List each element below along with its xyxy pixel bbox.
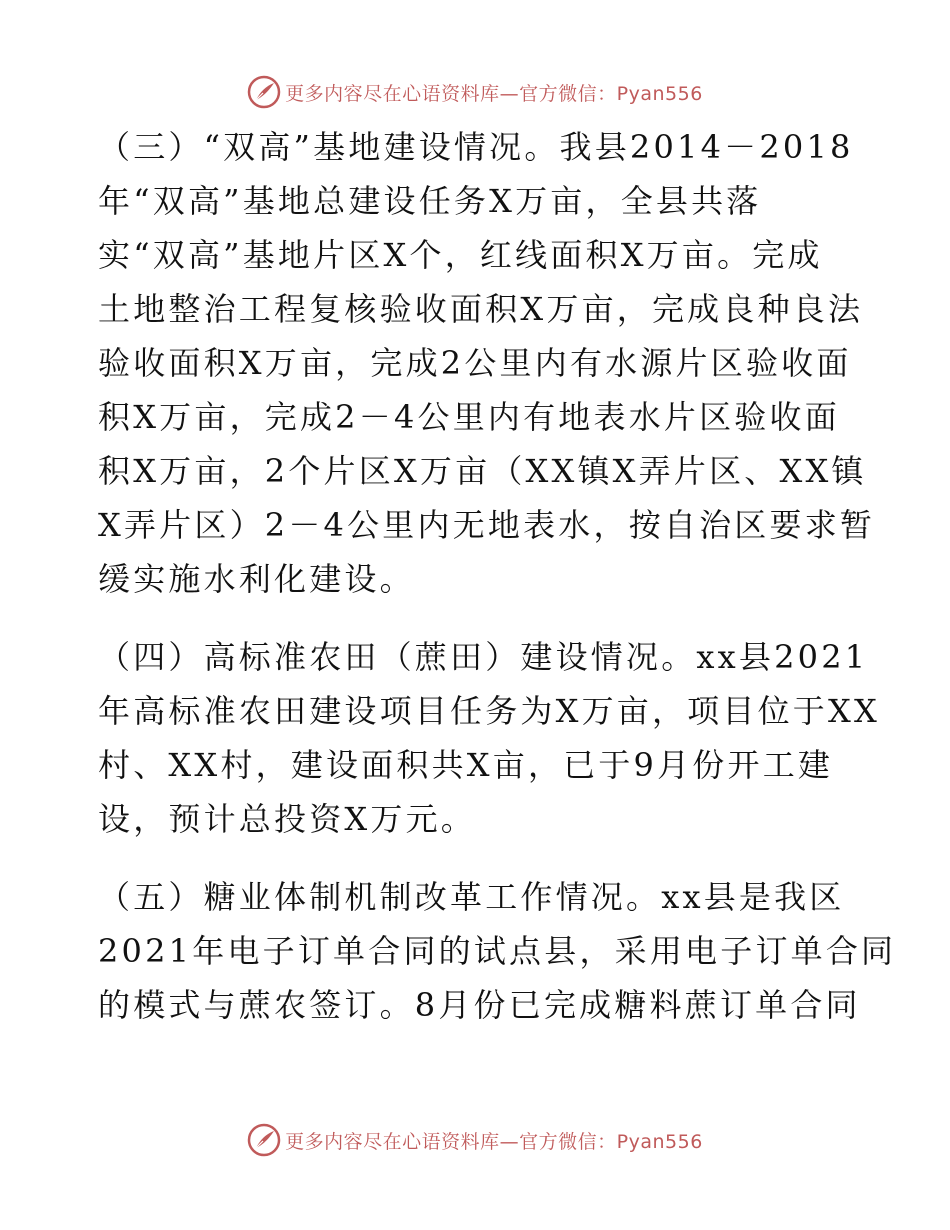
- text-line: X弄片区）2－4公里内无地表水，按自治区要求暂: [98, 506, 876, 544]
- paragraph-section-5: [98, 870, 897, 1032]
- text-line: 积X万亩，完成2－4公里内有地表水片区验收面: [98, 398, 840, 436]
- text-line: 土地整治工程复核验收面积X万亩，完成良种良法: [98, 290, 864, 328]
- watermark-banner-top: [0, 72, 950, 112]
- paragraph-section-3: [98, 120, 876, 606]
- document-body: [98, 120, 897, 1056]
- feather-pen-icon: [247, 1123, 281, 1157]
- watermark-banner-bottom: [0, 1120, 950, 1160]
- text-line: 年“双高”基地总建设任务X万亩，全县共落: [98, 182, 762, 220]
- watermark-text-bottom: 更多内容尽在心语资料库—官方微信：Pyan556: [285, 1130, 703, 1153]
- text-line: 的模式与蔗农签订。8月份已完成糖料蔗订单合同: [98, 986, 861, 1024]
- text-line: 积X万亩，2个片区X万亩（XX镇X弄片区、XX镇: [98, 452, 867, 490]
- text-line: 实“双高”基地片区X个，红线面积X万亩。完成: [98, 236, 823, 274]
- text-line: 设，预计总投资X万元。: [98, 800, 476, 838]
- text-line: （五）糖业体制机制改革工作情况。xx县是我区: [98, 878, 845, 916]
- text-line: 2021年电子订单合同的试点县，采用电子订单合同: [98, 932, 897, 970]
- text-line: 年高标准农田建设项目任务为X万亩，项目位于XX: [98, 692, 880, 730]
- watermark-text-top: 更多内容尽在心语资料库—官方微信：Pyan556: [285, 82, 703, 105]
- text-line: （四）高标准农田（蔗田）建设情况。xx县2021: [98, 638, 869, 676]
- paragraph-section-4: [98, 630, 880, 846]
- feather-pen-icon: [247, 75, 281, 109]
- text-line: （三）“双高”基地建设情况。我县2014－2018: [98, 128, 854, 166]
- text-line: 缓实施水利化建设。: [98, 560, 415, 598]
- text-line: 验收面积X万亩，完成2公里内有水源片区验收面: [98, 344, 852, 382]
- text-line: 村、XX村，建设面积共X亩，已于9月份开工建: [98, 746, 834, 784]
